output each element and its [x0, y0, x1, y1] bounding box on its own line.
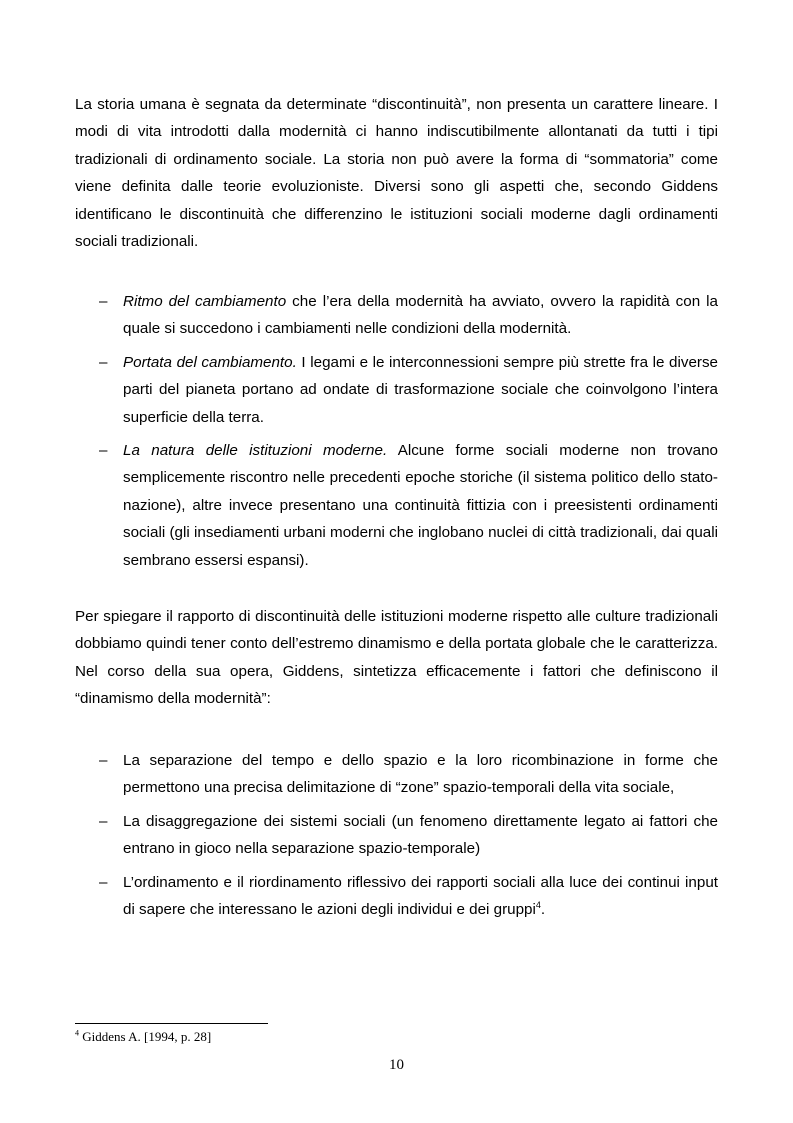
discontinuity-list [75, 288, 718, 580]
footnote-text: Giddens A. [1994, p. 28] [79, 1029, 212, 1044]
list-item [75, 437, 718, 574]
dynamism-factors-list [75, 747, 718, 929]
list-item-text: Alcune forme sociali moderne non trovano semplicemente riscontro nelle precedenti epoche storiche (il sistema politico dello stato-nazione), altre invece presentano una continuità fittizia con i preesistenti ordinamenti sociali (gli insediamenti urbani moderni che inglobano nuclei di città tradizionali, dai quali sembrano essersi espansi). [123, 442, 718, 569]
paragraph-text: Per spiegare il rapporto di discontinuità delle istituzioni moderne rispetto alle culture tradizionali dobbiamo quindi tener conto dell’estremo dinamismo e della portata globale che le caratterizza. Nel corso della sua opera, Giddens, sintetizza efficacemente i fattori che definiscono il “dinamismo della modernità”: [75, 608, 718, 708]
list-item [75, 808, 718, 863]
dash-bullet: – [99, 812, 108, 830]
paragraph-intro [75, 91, 718, 255]
list-item-text: L’ordinamento e il riordinamento riflessivo dei rapporti sociali alla luce dei continui input di sapere che interessano le azioni degli individui e dei gruppi [123, 873, 718, 919]
dash-bullet: – [99, 752, 108, 769]
list-item-text: La separazione del tempo e dello spazio e la loro ricombinazione in forme che permettono una precisa delimitazione di “zone” spazio-temporali della vita sociale, [123, 752, 718, 797]
list-item [75, 869, 718, 924]
list-item-tail: . [540, 901, 546, 919]
list-item-term: Ritmo del cambiamento [123, 293, 287, 310]
dash-bullet: – [99, 293, 108, 310]
footnote-separator [75, 1023, 268, 1024]
footnote-number: 4 [75, 1028, 79, 1038]
list-item [75, 747, 718, 802]
list-item-text: che l’era della modernità ha avviato, ovvero la rapidità con la quale si succedono i cambiamenti nelle condizioni della modernità. [123, 293, 718, 338]
dash-bullet: – [99, 353, 108, 371]
footnote [75, 1029, 211, 1045]
list-item-term: La natura delle istituzioni moderne. [123, 442, 388, 460]
list-item-text: I legami e le interconnessioni sempre più strette fra le diverse parti del pianeta portano ad ondate di trasformazione sociale che coinvolgono l’intera superficie della terra. [123, 353, 719, 426]
list-item [75, 349, 718, 431]
dash-bullet: – [99, 442, 108, 460]
list-item [75, 288, 718, 343]
footnote-reference[interactable]: 4 [535, 899, 541, 910]
list-item-term: Portata del cambiamento. [123, 353, 297, 371]
dash-bullet: – [99, 873, 108, 891]
paragraph-text: La storia umana è segnata da determinate “discontinuità”, non presenta un carattere lineare. I modi di vita introdotti dalla modernità ci hanno indiscutibilmente allontanati da tutti i tipi tradizionali di ordinamento sociale. La storia non può avere la forma di “sommatoria” come viene definita dalle teorie evoluzioniste. Diversi sono gli aspetti che, secondo Giddens identificano le discontinuità che differenzino le istituzioni sociali moderne dagli ordinamenti sociali tradizionali. [75, 96, 718, 251]
paragraph-dynamism [75, 603, 718, 713]
page-number: 10 [389, 1057, 404, 1073]
list-item-text: La disaggregazione dei sistemi sociali (un fenomeno direttamente legato ai fattori che entrano in gioco nella separazione spazio-temporale) [123, 812, 718, 858]
